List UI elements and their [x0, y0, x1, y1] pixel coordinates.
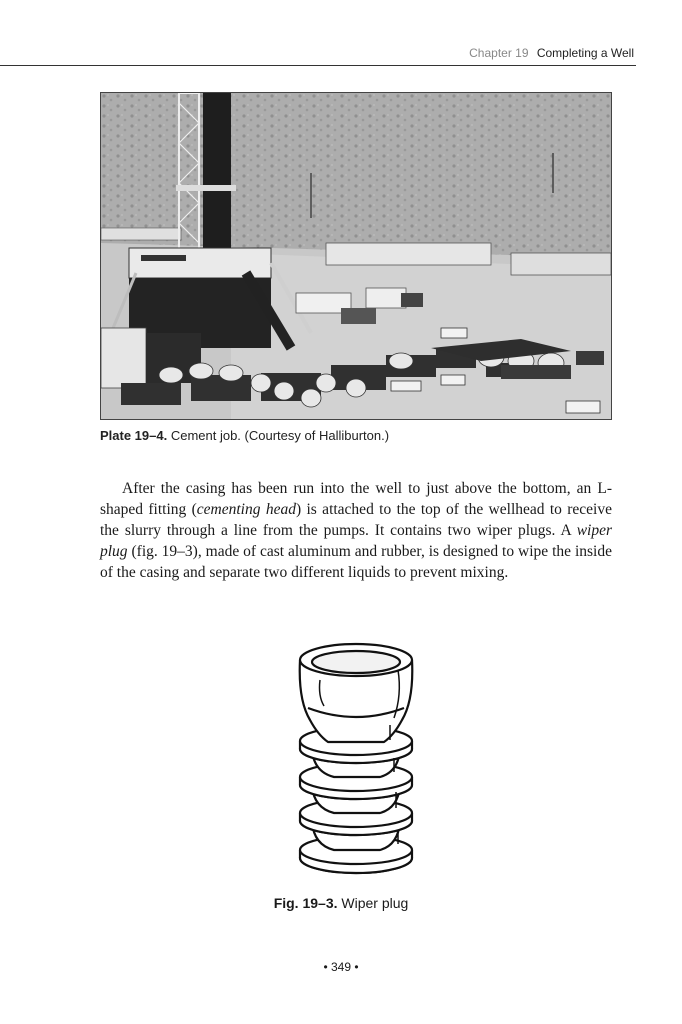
paragraph-text-1: After the casing has been run into the well to just above the bottom, an L-shaped fitting (: [100, 480, 612, 518]
cement-job-photo: [100, 92, 612, 420]
paragraph-text-3: (fig. 19–3), made of cast aluminum and rubber, is designed to wipe the inside of the casing and separate two different liquids to prevent mixing.: [100, 543, 612, 581]
running-head: [469, 46, 634, 60]
term-cementing-head: cementing head: [196, 501, 296, 518]
plate-caption: [100, 428, 389, 443]
plate-caption-text: Cement job. (Courtesy of Halliburton.): [167, 428, 390, 443]
wiper-plug-figure: [290, 640, 426, 885]
chapter-number: Chapter 19: [469, 46, 529, 60]
chapter-title: Completing a Well: [536, 46, 634, 60]
page-number: • 349 •: [323, 960, 359, 974]
term-wiper-plug: wiper plug: [100, 522, 612, 560]
figure-caption-text: Wiper plug: [337, 895, 409, 911]
plate-label: Plate 19–4.: [100, 428, 168, 443]
paragraph-text-2: ) is attached to the top of the wellhead to receive the slurry through a line from the pumps. It contains two wiper plugs. A: [100, 501, 612, 539]
header-rule: [0, 65, 636, 66]
figure-caption: [0, 895, 682, 911]
body-paragraph: [100, 478, 612, 583]
figure-label: Fig. 19–3.: [273, 895, 338, 911]
